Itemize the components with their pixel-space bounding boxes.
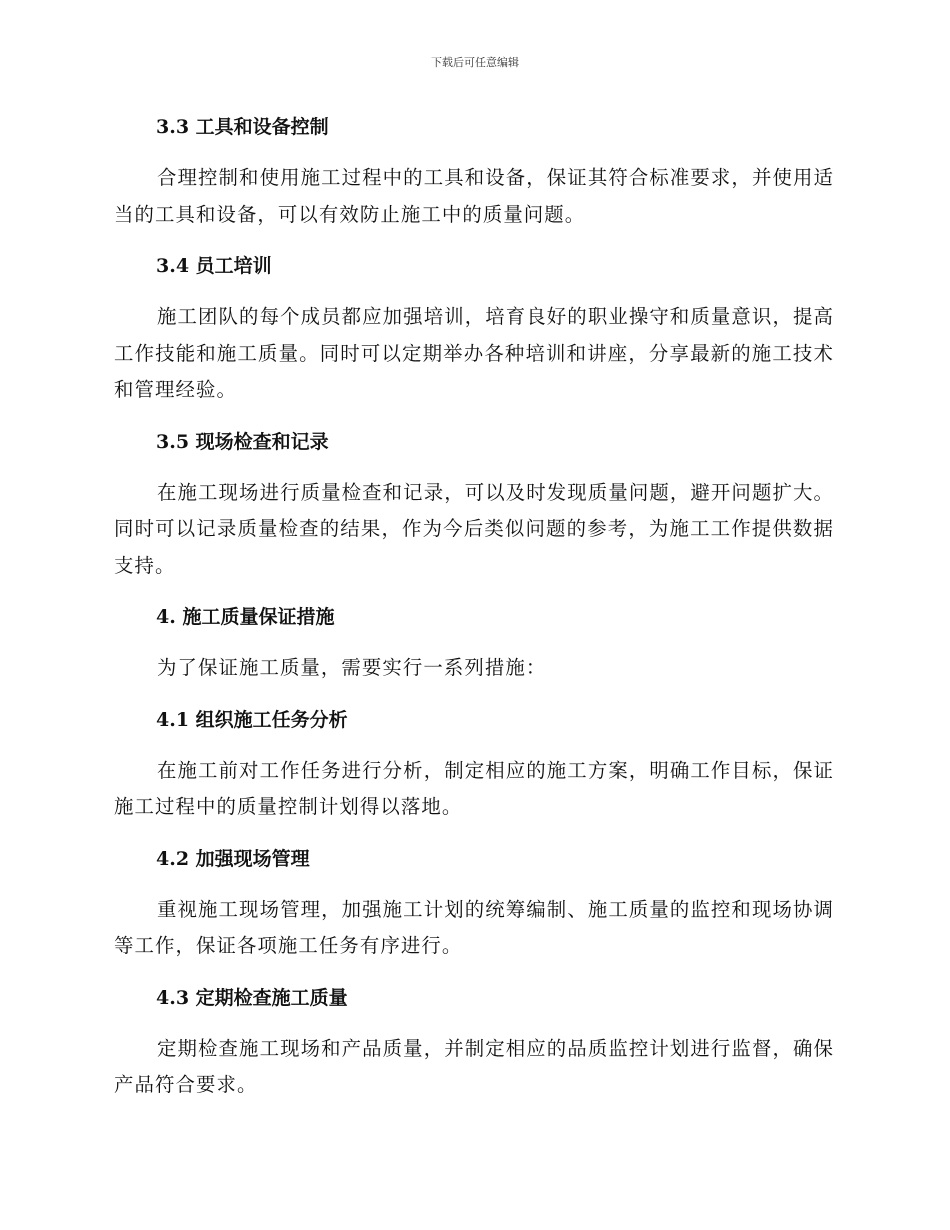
document-body bbox=[114, 108, 834, 1104]
section-paragraph-4-2: 重视施工现场管理，加强施工计划的统筹编制、施工质量的监控和现场协调等工作，保证各项施工任务有序进行。 bbox=[114, 897, 834, 957]
page-header: 下载后可任意编辑 bbox=[431, 56, 519, 69]
section-heading-4: 4. 施工质量保证措施 bbox=[156, 606, 335, 628]
section-paragraph-3-3: 合理控制和使用施工过程中的工具和设备，保证其符合标准要求，并使用适当的工具和设备，可以有效防止施工中的质量问题。 bbox=[114, 166, 834, 226]
section-heading-4-3: 4.3 定期检查施工质量 bbox=[156, 986, 348, 1009]
section-heading-3-4: 3.4 员工培训 bbox=[156, 255, 272, 277]
section-heading-4-2: 4.2 加强现场管理 bbox=[156, 847, 310, 870]
section-paragraph-4-1: 在施工前对工作任务进行分析，制定相应的施工方案，明确工作目标，保证施工过程中的质量控制计划得以落地。 bbox=[114, 758, 834, 818]
section-paragraph-4: 为了保证施工质量，需要实行一系列措施： bbox=[157, 656, 547, 679]
section-paragraph-4-3: 定期检查施工现场和产品质量，并制定相应的品质监控计划进行监督，确保产品符合要求。 bbox=[114, 1036, 834, 1096]
section-heading-4-1: 4.1 组织施工任务分析 bbox=[156, 708, 348, 731]
section-paragraph-3-4: 施工团队的每个成员都应加强培训，培育良好的职业操守和质量意识，提高工作技能和施工质量。同时可以定期举办各种培训和讲座，分享最新的施工技术和管理经验。 bbox=[114, 305, 834, 401]
section-heading-3-5: 3.5 现场检查和记录 bbox=[156, 430, 329, 453]
section-heading-3-3: 3.3 工具和设备控制 bbox=[156, 116, 329, 138]
section-paragraph-3-5: 在施工现场进行质量检查和记录，可以及时发现质量问题，避开问题扩大。同时可以记录质量检查的结果，作为今后类似问题的参考，为施工工作提供数据支持。 bbox=[114, 480, 834, 577]
